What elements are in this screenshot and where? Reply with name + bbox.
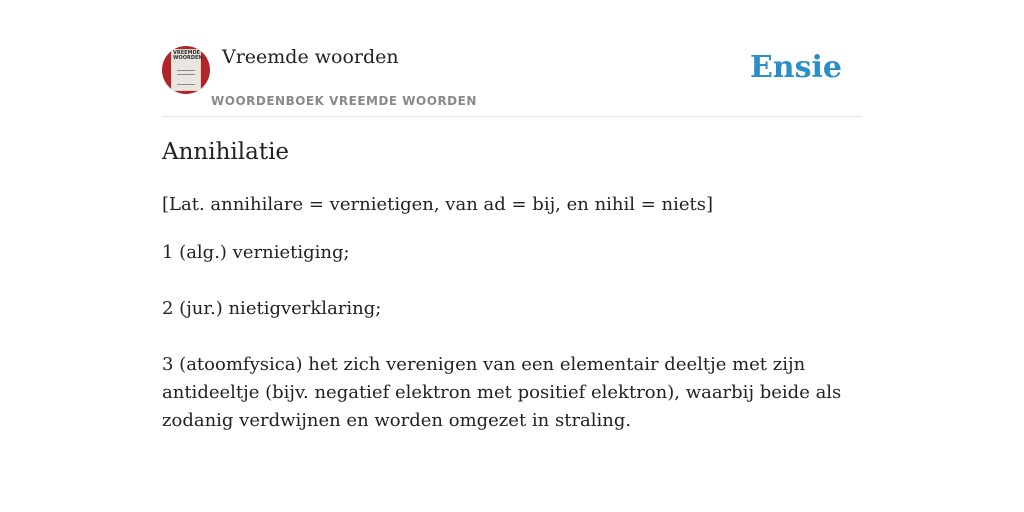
cover-line [177, 70, 195, 71]
brand-logo-link[interactable]: Ensie [749, 50, 842, 85]
dictionary-avatar[interactable] [162, 46, 210, 94]
entry-etymology: [Lat. annihilare = vernietigen, van ad = bij, en nihil = niets] [162, 194, 714, 215]
entry-term: Annihilatie [162, 139, 290, 165]
dictionary-subtitle: WOORDENBOEK VREEMDE WOORDEN [211, 94, 477, 108]
definition-item: 2 (jur.) nietigverklaring; [162, 298, 382, 319]
definition-list [162, 239, 852, 463]
definition-item: 1 (alg.) vernietiging; [162, 242, 350, 263]
definition-item: 3 (atoomfysica) het zich verenigen van een elementair deeltje met zijn antideeltje (bijv. negatief elektron met positief elektron), waarbij beide als zodanig verdwijnen en worden omgezet in straling. [162, 354, 842, 431]
book-cover-icon [172, 50, 203, 90]
cover-line [177, 74, 195, 75]
cover-line [177, 84, 195, 85]
header [162, 44, 862, 117]
dictionary-name-link[interactable]: Vreemde woorden [222, 46, 399, 68]
cover-title: VREEMDE WOORDEN [173, 50, 203, 61]
